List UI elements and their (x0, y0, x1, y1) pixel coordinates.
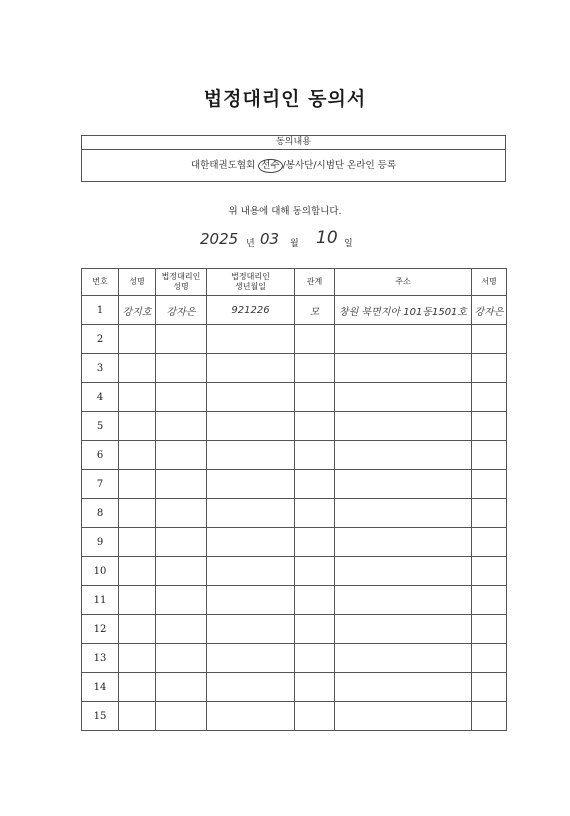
cell-guardian-birth (207, 383, 295, 412)
cell-guardian-birth (207, 615, 295, 644)
cell-guardian-name (156, 441, 207, 470)
header-name: 성명 (119, 269, 156, 296)
cell-name (119, 325, 156, 354)
cell-name (119, 354, 156, 383)
cell-guardian-name: 강자은 (156, 296, 207, 325)
table-row (82, 528, 507, 557)
cell-guardian-name (156, 702, 207, 731)
table-row (82, 673, 507, 702)
date-year-label: 년 (246, 239, 255, 249)
cell-name (119, 615, 156, 644)
cell-guardian-birth (207, 644, 295, 673)
cell-number: 7 (82, 470, 119, 499)
table-row (82, 499, 507, 528)
cell-guardian-name (156, 557, 207, 586)
cell-guardian-birth (207, 673, 295, 702)
table-row (82, 702, 507, 731)
cell-address (335, 354, 472, 383)
cell-relation (295, 673, 335, 702)
cell-relation (295, 470, 335, 499)
cell-guardian-name (156, 644, 207, 673)
header-guardian-birth: 법정대리인 생년월일 (207, 269, 295, 296)
cell-signature (472, 412, 507, 441)
circled-option: 선수 (258, 159, 282, 173)
cell-relation (295, 702, 335, 731)
cell-guardian-birth: 921226 (207, 296, 295, 325)
cell-signature (472, 499, 507, 528)
cell-address (335, 470, 472, 499)
table-row (82, 586, 507, 615)
cell-guardian-name (156, 470, 207, 499)
table-row (82, 470, 507, 499)
cell-guardian-name (156, 383, 207, 412)
table-body (82, 296, 507, 731)
header-signature: 서명 (472, 269, 507, 296)
cell-number: 3 (82, 354, 119, 383)
cell-relation (295, 557, 335, 586)
cell-signature (472, 441, 507, 470)
cell-guardian-birth (207, 354, 295, 383)
date-day-label: 일 (344, 239, 353, 249)
cell-number: 6 (82, 441, 119, 470)
cell-guardian-name (156, 325, 207, 354)
document-title: 법정대리인 동의서 (203, 88, 367, 110)
cell-relation (295, 499, 335, 528)
cell-number: 5 (82, 412, 119, 441)
table-row (82, 412, 507, 441)
cell-relation (295, 383, 335, 412)
cell-name (119, 499, 156, 528)
cell-signature (472, 644, 507, 673)
header-number: 번호 (82, 269, 119, 296)
consent-body (82, 150, 505, 182)
table-row (82, 441, 507, 470)
table-row (82, 557, 507, 586)
cell-guardian-birth (207, 586, 295, 615)
cell-relation (295, 528, 335, 557)
cell-number: 2 (82, 325, 119, 354)
cell-guardian-birth (207, 441, 295, 470)
table-row (82, 615, 507, 644)
consent-body-suffix: /봉사단/시범단 온라인 등록 (282, 160, 396, 171)
cell-name (119, 673, 156, 702)
cell-guardian-birth (207, 499, 295, 528)
cell-relation (295, 325, 335, 354)
cell-address (335, 383, 472, 412)
cell-guardian-name (156, 673, 207, 702)
cell-relation (295, 644, 335, 673)
cell-address (335, 702, 472, 731)
cell-name (119, 528, 156, 557)
cell-name (119, 644, 156, 673)
cell-guardian-birth (207, 412, 295, 441)
cell-number: 14 (82, 673, 119, 702)
cell-address (335, 586, 472, 615)
cell-address: 창원 북면지아 101동1501호 (335, 296, 472, 325)
table-row (82, 383, 507, 412)
date-day-value: 10 (316, 228, 338, 248)
date-year-value: 2025 (200, 230, 239, 248)
cell-relation (295, 615, 335, 644)
cell-name (119, 441, 156, 470)
cell-number: 13 (82, 644, 119, 673)
consent-header: 동의내용 (82, 136, 505, 150)
cell-signature (472, 702, 507, 731)
cell-guardian-birth (207, 557, 295, 586)
table-row (82, 325, 507, 354)
cell-number: 9 (82, 528, 119, 557)
agreement-text: 위 내용에 대해 동의합니다. (228, 206, 342, 217)
cell-number: 11 (82, 586, 119, 615)
cell-name (119, 702, 156, 731)
cell-address (335, 441, 472, 470)
cell-address (335, 557, 472, 586)
cell-signature (472, 470, 507, 499)
header-address: 주소 (335, 269, 472, 296)
cell-relation (295, 586, 335, 615)
cell-address (335, 673, 472, 702)
cell-name: 강지호 (119, 296, 156, 325)
cell-guardian-birth (207, 528, 295, 557)
cell-guardian-birth (207, 325, 295, 354)
cell-number: 8 (82, 499, 119, 528)
table-row (82, 296, 507, 325)
cell-address (335, 528, 472, 557)
cell-address (335, 325, 472, 354)
cell-name (119, 557, 156, 586)
cell-signature (472, 354, 507, 383)
cell-signature: 강자은 (472, 296, 507, 325)
cell-name (119, 412, 156, 441)
cell-name (119, 383, 156, 412)
header-relation: 관계 (295, 269, 335, 296)
cell-name (119, 586, 156, 615)
cell-guardian-name (156, 586, 207, 615)
date-line (200, 230, 400, 250)
cell-number: 15 (82, 702, 119, 731)
cell-guardian-birth (207, 470, 295, 499)
cell-number: 10 (82, 557, 119, 586)
cell-relation (295, 412, 335, 441)
date-month-label: 월 (290, 239, 299, 249)
cell-signature (472, 615, 507, 644)
cell-guardian-name (156, 354, 207, 383)
cell-address (335, 499, 472, 528)
table-header-row (82, 269, 507, 296)
consent-box (81, 135, 506, 182)
cell-guardian-name (156, 412, 207, 441)
table-row (82, 354, 507, 383)
header-guardian-name: 법정대리인 성명 (156, 269, 207, 296)
cell-guardian-name (156, 499, 207, 528)
cell-number: 12 (82, 615, 119, 644)
table-row (82, 644, 507, 673)
cell-number: 4 (82, 383, 119, 412)
cell-number: 1 (82, 296, 119, 325)
date-month-value: 03 (260, 230, 280, 248)
cell-relation (295, 354, 335, 383)
cell-guardian-birth (207, 702, 295, 731)
cell-address (335, 644, 472, 673)
cell-signature (472, 325, 507, 354)
cell-relation (295, 441, 335, 470)
cell-guardian-name (156, 615, 207, 644)
cell-relation: 모 (295, 296, 335, 325)
cell-signature (472, 673, 507, 702)
cell-signature (472, 528, 507, 557)
cell-address (335, 615, 472, 644)
cell-name (119, 470, 156, 499)
cell-signature (472, 383, 507, 412)
cell-signature (472, 557, 507, 586)
cell-address (335, 412, 472, 441)
signature-table (81, 268, 507, 731)
cell-guardian-name (156, 528, 207, 557)
cell-signature (472, 586, 507, 615)
consent-body-prefix: 대한태권도협회 (190, 160, 259, 171)
